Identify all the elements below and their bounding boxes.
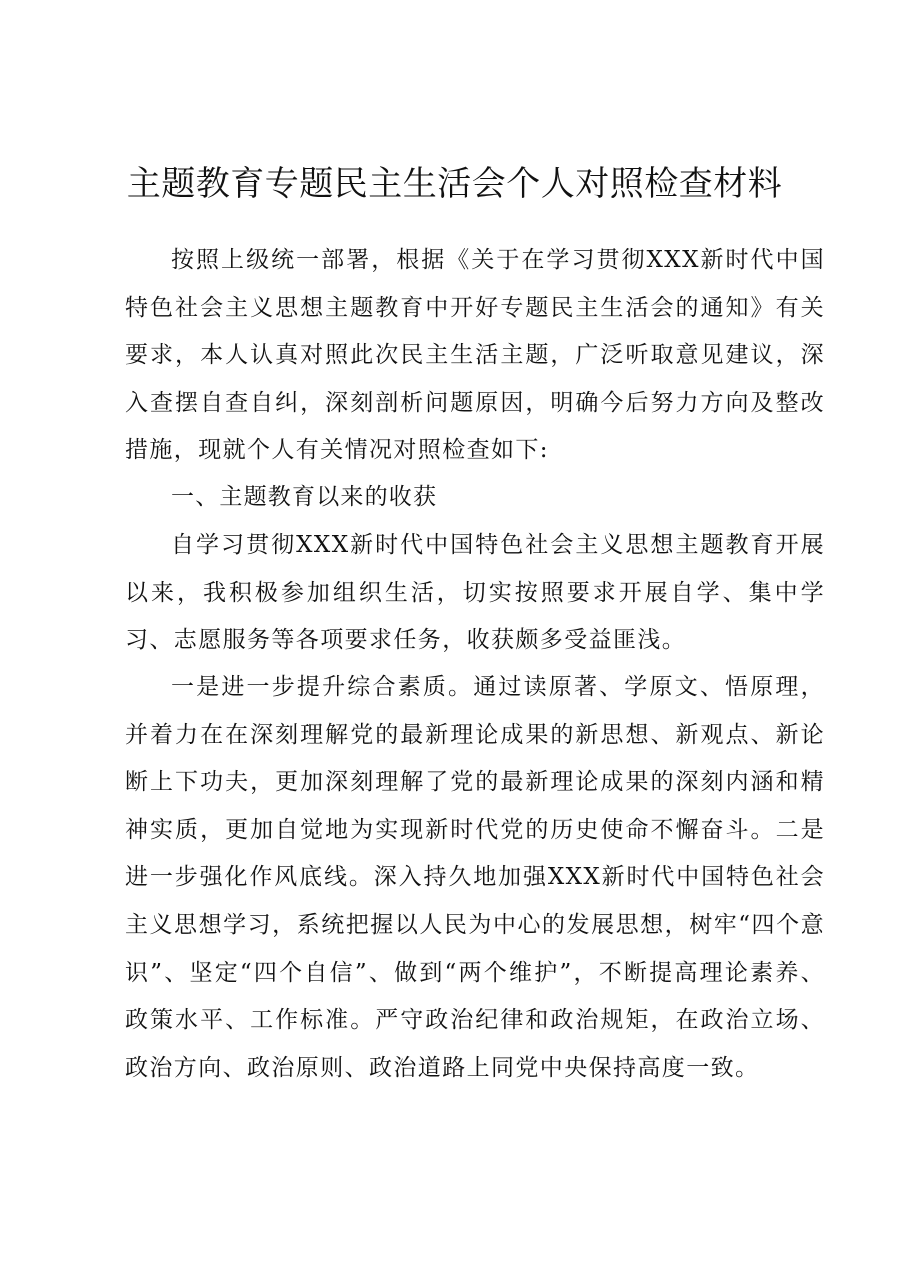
intro-paragraph: 按照上级统一部署，根据《关于在学习贯彻XXX新时代中国特色社会主义思想主题教育中开好专题民主生活会的通知》有关要求，本人认真对照此次民主生活主题，广泛听取意见建议，深入查摆自查自纠，深刻剖析问题原因，明确今后努力方向及整改措施，现就个人有关情况对照检查如下: xyxy=(125,247,825,464)
section-heading: 一、主题教育以来的收获 xyxy=(171,484,438,510)
document-title: 主题教育专题民主生活会个人对照检查材料 xyxy=(126,164,783,204)
section-paragraph-1: 自学习贯彻XXX新时代中国特色社会主义思想主题教育开展以来，我积极参加组织生活，切实按照要求开展自学、集中学习、志愿服务等各项要求任务，收获颇多受益匪浅。 xyxy=(125,532,825,654)
section-paragraph-2: 一是进一步提升综合素质。通过读原著、学原文、悟原理，并着力在在深刻理解党的最新理论成果的新思想、新观点、新论断上下功夫，更加深刻理解了党的最新理论成果的深刻内涵和精神实质，更加自觉地为实现新时代党的历史使命不懈奋斗。二是进一步强化作风底线。深入持久地加强XXX新时代中国特色社会主义思想学习，系统把握以人民为中心的发展思想，树牢“四个意识”、坚定“四个自信”、做到“两个维护”，不断提高理论素养、政策水平、工作标准。严守政治纪律和政治规矩，在政治立场、政治方向、政治原则、政治道路上同党中央保持高度一致。 xyxy=(125,674,825,1081)
